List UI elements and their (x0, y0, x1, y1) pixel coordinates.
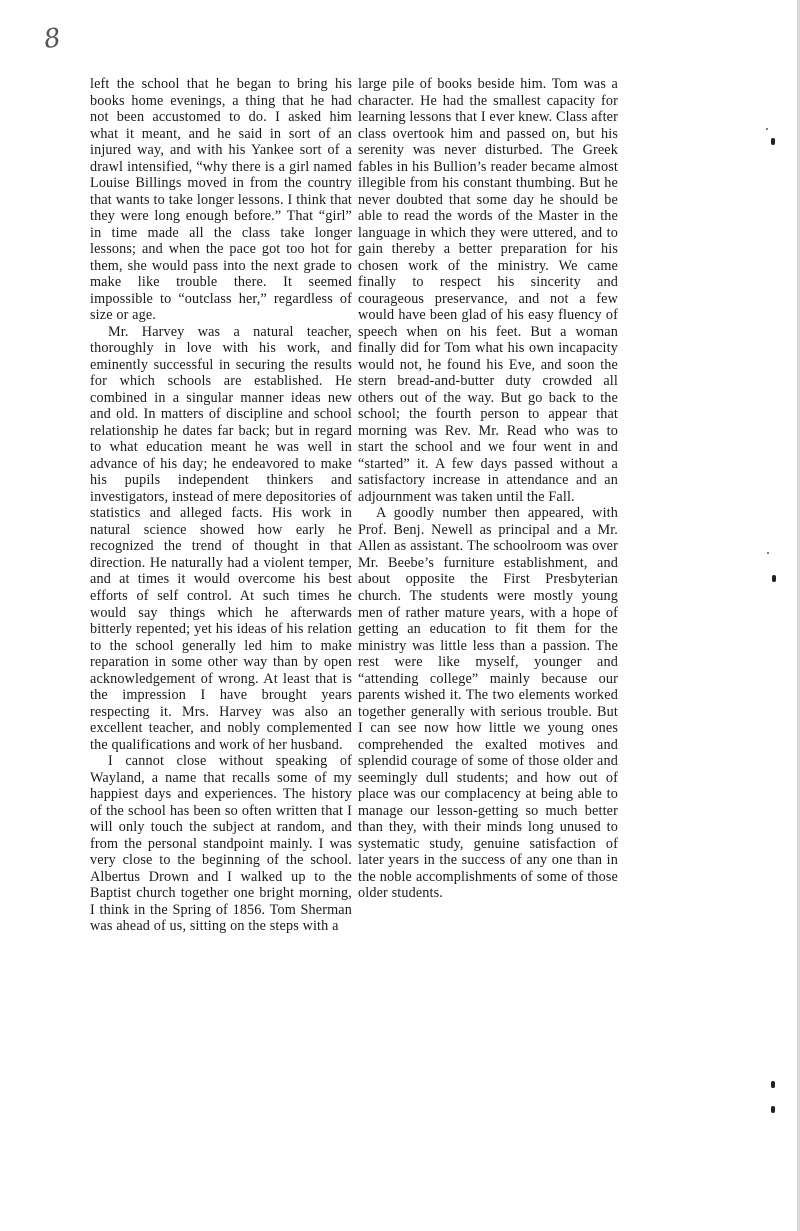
text-column-right (358, 76, 618, 902)
margin-mark (771, 138, 775, 145)
paragraph: I cannot close without speaking of Wayland, a name that recalls some of my happiest days and experiences. The history of the school has been so often written that I will only touch the subject at random, and from the personal standpoint mainly. I was very close to the beginning of the school. Albertus Drown and I walked up to the Baptist church together one bright morning, I think in the Spring of 1856. Tom Sherman was ahead of us, sitting on the steps with a (90, 753, 352, 935)
margin-mark (771, 1081, 775, 1088)
margin-mark (771, 1106, 775, 1113)
margin-dot (767, 552, 769, 554)
paragraph: Mr. Harvey was a natural teacher, thoroughly in love with his work, and eminently successful in securing the results for which schools are established. He combined in a singular manner ideas new and old. In matters of discipline and school relationship he dates far back; but in regard to what education meant he was well in advance of his day; he endeavored to make his pupils independent thinkers and investigators, instead of mere depositories of statistics and alleged facts. His work in natural science showed how early he recognized the trend of thought in that direction. He naturally had a violent temper, and at times it would overcome his best efforts of self control. At such times he would say things which he afterwards bitterly repented; yet his ideas of his relation to the school generally led him to make reparation in some other way than by open acknowledgement of wrong. At least that is the impression I have brought years respecting it. Mrs. Harvey was also an excellent teacher, and nobly complemented the qualifications and work of her husband. (90, 323, 352, 753)
text-column-left (90, 76, 352, 935)
page-number: 8 (41, 22, 63, 56)
paragraph: A goodly number then appeared, with Prof. Benj. Newell as principal and a Mr. Allen as assistant. The schoolroom was over Mr. Beebe’s furniture establishment, and about opposite the First Presbyterian church. The students were mostly young men of rather mature years, with a hope of getting an education to fit them for the ministry was little less than a passion. The rest were like myself, younger and “attending college” mainly because our parents wished it. The two elements worked together generally with serious trouble. But I can see now how little we young ones comprehended the exalted motives and splendid courage of some of those older and seemingly dull students; and how out of place was our complacency at being able to manage our lesson-getting so much better than they, with their minds long unused to systematic study, genuine satisfaction of later years in the success of any one than in the noble accomplishments of some of those older students. (358, 505, 618, 902)
margin-dot (766, 128, 768, 130)
paragraph: large pile of books beside him. Tom was a character. He had the smallest capacity for learning lessons that I ever knew. Class after class overtook him and passed on, but his serenity was never disturbed. The Greek fables in his Bullion’s reader became almost illegible from his constant thumbing. But he never doubted that some day he should be able to read the words of the Master in the language in which they were uttered, and to gain thereby a better preparation for his chosen work of the ministry. We came finally to respect his sincerity and courageous preservance, and not a few would have been glad of his easy fluency of speech when on his feet. But a woman finally did for Tom what his own incapacity would not, he found his Eve, and soon the stern bread-and-butter duty crowded all others out of the way. But go back to the school; the fourth person to appear that morning was Rev. Mr. Read who was to start the school and we four went in and “started” it. A few days passed without a satisfactory increase in attendance and an adjournment was taken until the Fall. (358, 76, 618, 505)
paragraph: left the school that he began to bring his books home evenings, a thing that he had not been accustomed to do. I asked him what it meant, and he said in sort of an injured way, and with his Yankee sort of a drawl intensified, “why there is a girl named Louise Billings moved in from the country that wants to take longer lessons. I think that they were long enough before.” That “girl” in time made all the class take longer lessons; and when the pace got too hot for them, she would pass into the next grade to make like trouble there. It seemed impossible to “outclass her,” regardless of size or age. (90, 76, 352, 324)
margin-mark (772, 575, 776, 582)
